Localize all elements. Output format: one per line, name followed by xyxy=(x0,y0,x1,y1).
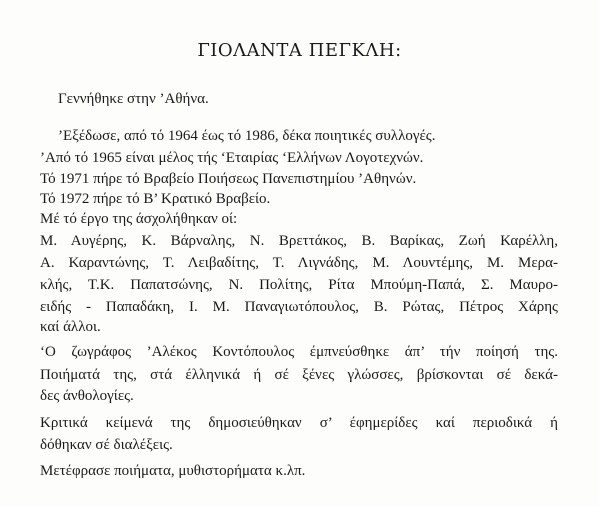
text-line: ‘Ο ζωγράφος ’Αλέκος Κοντόπουλος έμπνεύσθηκε άπ’ τήν ποίησή της. xyxy=(40,344,558,360)
text-line: Μετέφρασε ποιήματα, μυθιστορήματα κ.λπ. xyxy=(40,463,306,479)
text-line: Μέ τό έργο της άσχολήθηκαν οί: xyxy=(40,211,238,227)
text-line: ’Εξέδωσε, από τό 1964 έως τό 1986, δέκα ποιητικές συλλογές. xyxy=(58,128,436,144)
text-line: Τό 1972 πήρε τό Β’ Κρατικό Βραβείο. xyxy=(40,191,271,207)
text-line: καί άλλοι. xyxy=(40,319,101,335)
birth-line: Γεννήθηκε στην ’Αθήνα. xyxy=(58,91,209,107)
text-line: κλής, Τ.Κ. Παπατσώνης, Ν. Πολίτης, Ρίτα Μπούμη-Παπά, Σ. Μαυρο- xyxy=(40,277,558,293)
text-line: Τό 1971 πήρε τό Βραβείο Ποιήσεως Πανεπιστημίου ’Αθηνών. xyxy=(40,171,417,187)
text-line: ειδής - Παπαδάκη, Ι. Μ. Παναγιωτόπουλος, Β. Ρώτας, Πέτρος Χάρης xyxy=(40,299,558,315)
text-line: Κριτικά κείμενά της δημοσιεύθηκαν σ’ έφημερίδες καί περιοδικά ή xyxy=(40,415,558,431)
document-title: ΓΙΟΛΑΝΤΑ ΠΕΓΚΛΗ: xyxy=(197,40,402,61)
text-line: ’Από τό 1965 είναι μέλος τής ‘Εταιρίας ‘Ελλήνων Λογοτεχνών. xyxy=(40,150,424,166)
text-line: δες άνθολογίες. xyxy=(40,388,134,404)
text-line: Α. Καραντώνης, Τ. Λειβαδίτης, Τ. Λιγνάδης, Μ. Λουντέμης, Μ. Μερα- xyxy=(40,255,558,271)
text-line: δόθηκαν σέ διαλέξεις. xyxy=(40,437,173,453)
text-line: Ποιήματά της, στά έλληνικά ή σέ ξένες γλώσσες, βρίσκονται σέ δεκά- xyxy=(40,367,558,383)
text-line: Μ. Αυγέρης, Κ. Βάρναλης, Ν. Βρεττάκος, Β. Βαρίκας, Ζωή Καρέλλη, xyxy=(40,233,558,249)
